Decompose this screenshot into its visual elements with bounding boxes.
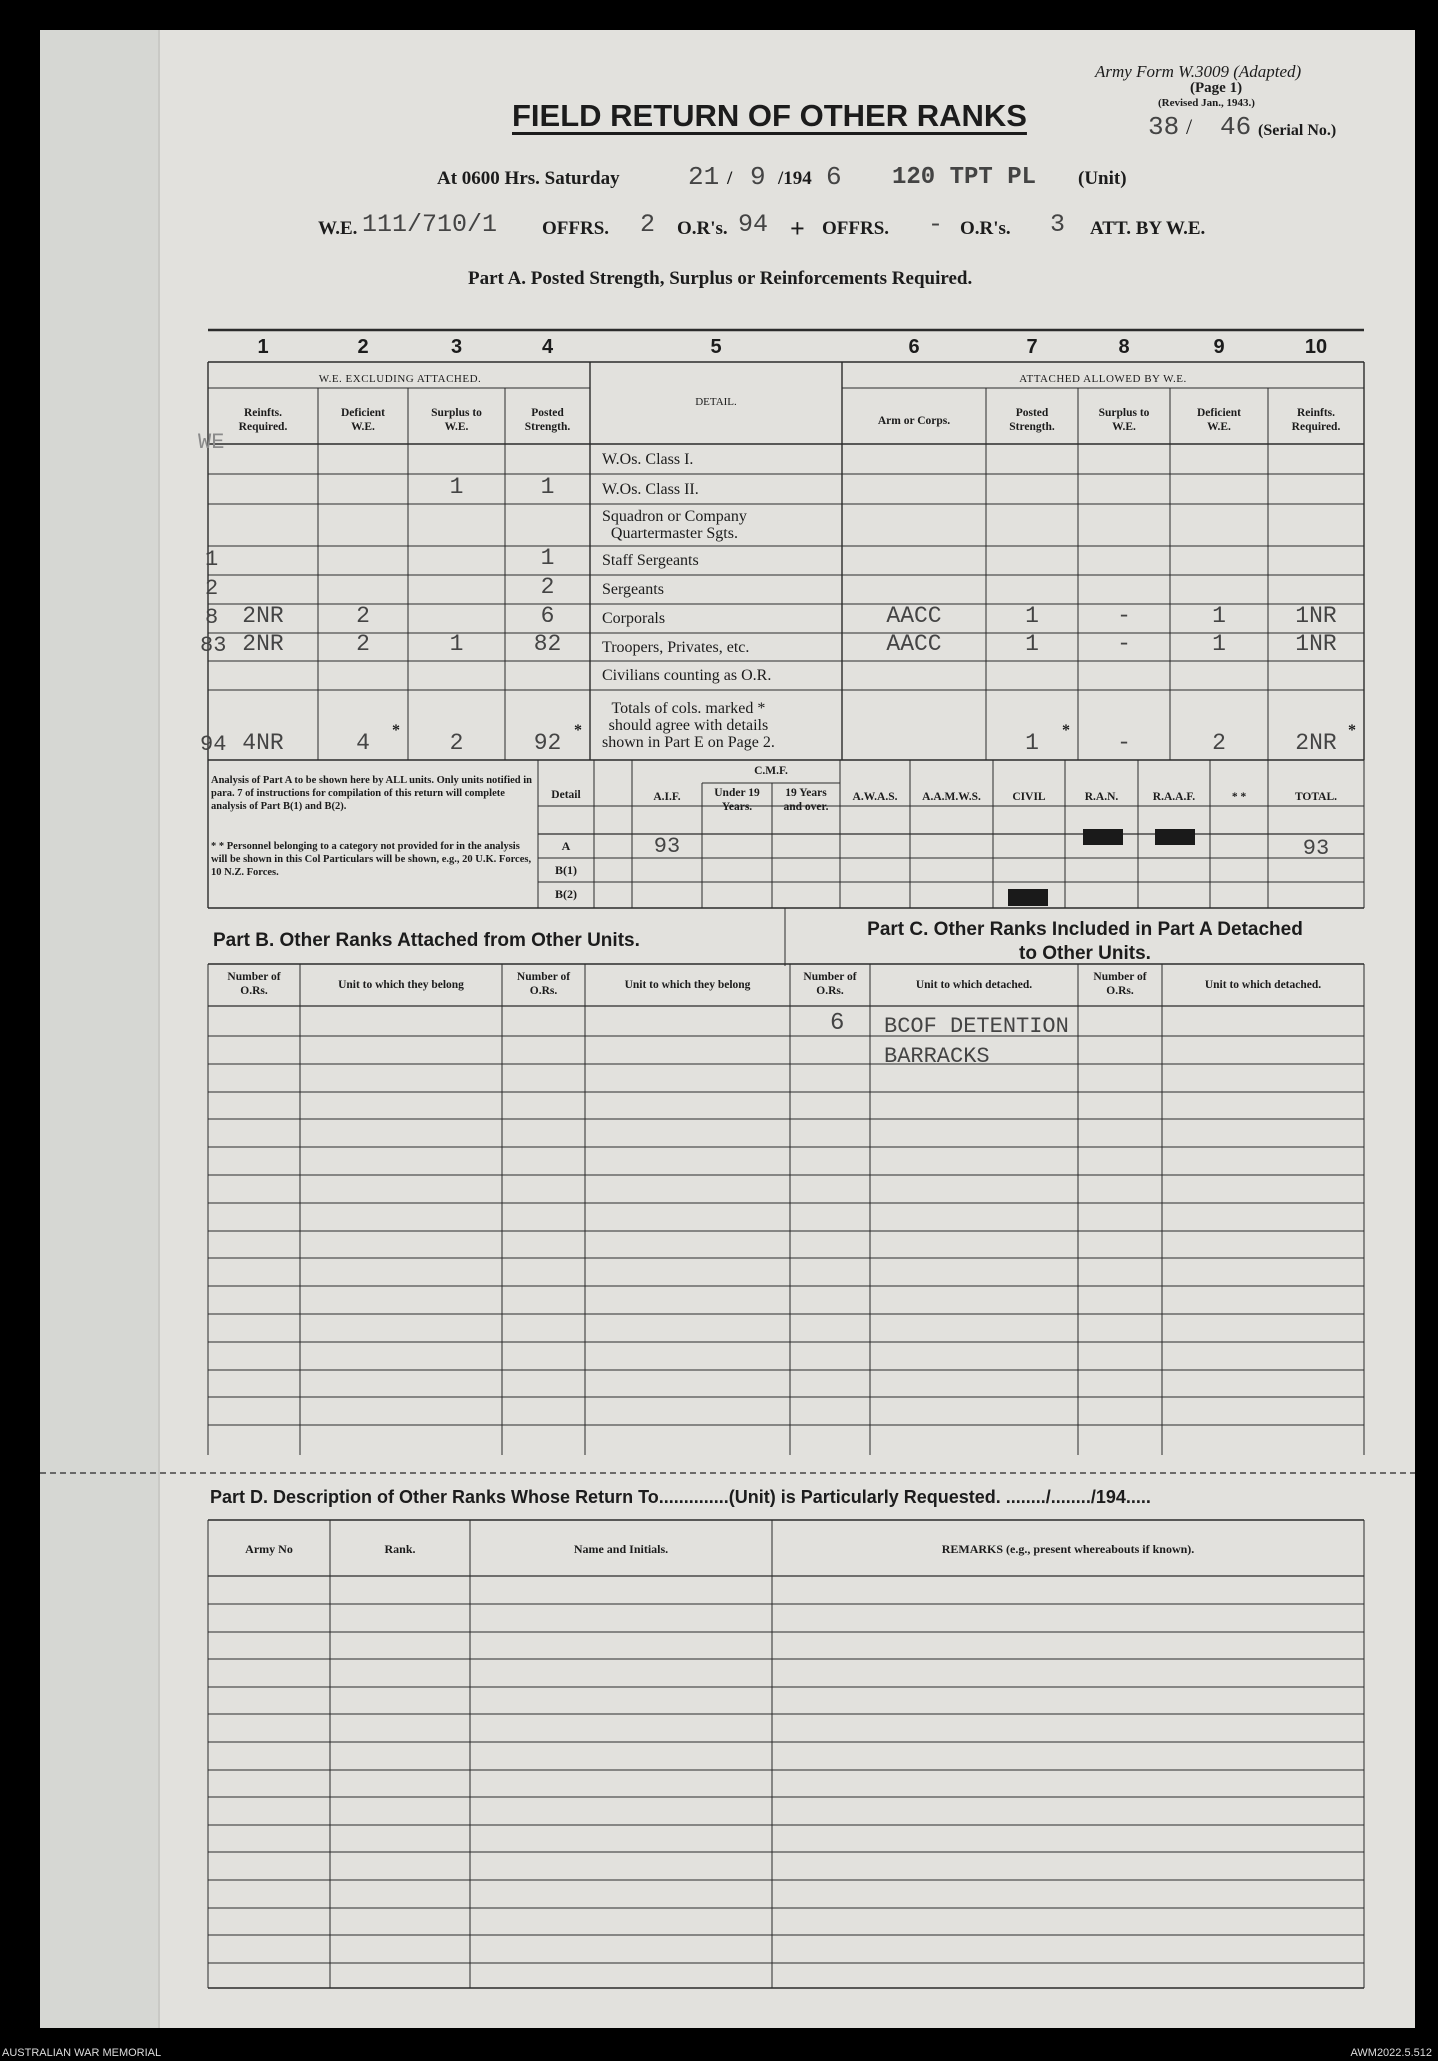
footer-accession: AWM2022.5.512 (1350, 2047, 1432, 2059)
year-prefix: /194 (778, 168, 812, 189)
analysis-total-a: 93 (1302, 836, 1330, 861)
part-a-cell: 4 (356, 730, 370, 756)
part-a-cell: 1 (540, 545, 555, 571)
we-prefix: W.E. (318, 218, 358, 239)
part-a-cell: 1 (1025, 631, 1039, 657)
row-margin-note: 1 (205, 547, 219, 572)
analysis-aif-a: 93 (653, 834, 681, 859)
analysis-header: CIVIL (1012, 791, 1046, 803)
total-star: * (1348, 722, 1356, 739)
column-number: 9 (1213, 336, 1225, 358)
att-label: ATT. BY W.E. (1090, 218, 1206, 239)
ors2-value: 3 (1050, 210, 1066, 239)
row-margin-note: 94 (200, 732, 227, 757)
form-page: (Page 1) (1190, 80, 1243, 96)
analysis-header: * * (1231, 791, 1247, 803)
part-c-column-header: Unit to which detached. (915, 979, 1033, 991)
part-a-column-header: Surplus to W.E. (1098, 407, 1150, 433)
plus-sign: + (790, 214, 805, 243)
total-star: * (1062, 722, 1070, 739)
detail-label: W.Os. Class I. (602, 450, 694, 468)
detail-header: DETAIL. (695, 396, 737, 408)
part-a-cell: 92 (533, 730, 562, 756)
analysis-header: R.A.A.F. (1152, 791, 1196, 803)
detail-label: Sergeants (602, 581, 664, 598)
part-a-cell: 2 (449, 730, 464, 756)
part-a-cell: - (1117, 603, 1131, 629)
analysis-note: Analysis of Part A to be shown here by ALL units. Only units notified in para. 7 of instructions for compilation of this return will complete analysis of Part B(1) and B(2). (211, 775, 532, 812)
part-a-column-header: Posted Strength. (524, 407, 571, 433)
column-number: 5 (710, 336, 722, 358)
part-b-column-header: Number of O.Rs. (516, 971, 571, 997)
part-d-column-header: Rank. (384, 1542, 416, 1556)
part-a-cell: 2 (356, 631, 370, 657)
we-excluding-header: W.E. EXCLUDING ATTACHED. (318, 373, 482, 385)
column-number: 4 (541, 336, 554, 358)
part-a-cell: 2 (356, 603, 370, 629)
analysis-row-label: B(2) (555, 887, 577, 901)
offrs2-value: - (928, 210, 944, 239)
unit-name: 120 TPT PL (892, 164, 1037, 191)
column-number: 7 (1026, 336, 1038, 358)
row-margin-note: 83 (200, 633, 227, 658)
part-a-cell: 1 (1212, 603, 1226, 629)
form-revised: (Revised Jan., 1943.) (1158, 97, 1255, 109)
attached-allowed-header: ATTACHED ALLOWED BY W.E. (1019, 373, 1187, 385)
blacked-out-cell (1083, 829, 1123, 845)
part-a-cell: 6 (540, 603, 555, 629)
analysis-header: Under 19 Years. (714, 787, 760, 813)
date-month: 9 (750, 162, 766, 192)
form-title: FIELD RETURN OF OTHER RANKS (512, 98, 1027, 133)
part-a-column-header: Arm or Corps. (877, 415, 951, 427)
part-a-cell: AACC (886, 631, 942, 657)
part-a-column-header: Posted Strength. (1009, 407, 1055, 433)
part-c-heading: Part C. Other Ranks Included in Part A Detached to Other Units. (867, 919, 1303, 964)
part-a-column-header: Deficient W.E. (340, 407, 386, 433)
detail-label: Totals of cols. marked * should agree with details shown in Part E on Page 2. (602, 699, 775, 751)
part-c-unit-line1: BCOF DETENTION (884, 1014, 1069, 1039)
offrs-label: OFFRS. (542, 218, 610, 239)
part-b-heading: Part B. Other Ranks Attached from Other Units. (213, 930, 640, 951)
part-a-cell: 2NR (242, 603, 284, 629)
row-margin-note: 8 (205, 605, 219, 630)
part-c-number: 6 (830, 1010, 845, 1037)
unit-label: (Unit) (1078, 168, 1127, 189)
part-a-column-header: Reinfts. Required. (1291, 407, 1341, 433)
part-d-column-header: Army No (245, 1542, 293, 1556)
detail-label: Civilians counting as O.R. (602, 667, 772, 684)
part-c-column-header: Unit to which detached. (1204, 979, 1322, 991)
ors-value: 94 (738, 210, 769, 239)
detail-label: Troopers, Privates, etc. (602, 638, 750, 656)
part-a-cell: 1 (449, 631, 464, 657)
part-c-unit-line2: BARRACKS (884, 1044, 990, 1069)
detail-label: Corporals (602, 610, 666, 627)
analysis-header: A.W.A.S. (852, 791, 898, 803)
analysis-header: 19 Years and over. (783, 787, 829, 813)
part-a-column-header: Reinfts. Required. (238, 407, 288, 433)
part-a-cell: 82 (533, 631, 562, 657)
analysis-header: A.I.F. (653, 791, 681, 803)
part-a-cell: 1 (1025, 730, 1039, 756)
part-d-column-header: Name and Initials. (573, 1542, 669, 1556)
column-number: 1 (257, 336, 269, 358)
serial-total: 46 (1220, 112, 1252, 142)
analysis-row-label: A (561, 839, 571, 853)
part-c-column-header: Number of O.Rs. (1093, 971, 1147, 997)
serial-number: 38 (1148, 112, 1180, 142)
part-a-cell: 2 (1212, 730, 1226, 756)
analysis-note-other: * * Personnel belonging to a category not provided for in the analysis will be shown in this Col Particulars will be shown, e.g., 20 U.K. Forces, 10 N.Z. Forces. (211, 841, 532, 878)
part-d-heading: Part D. Description of Other Ranks Whose Return To..............(Unit) is Particularly Requested. ......../......../194..... (210, 1487, 1151, 1507)
part-a-cell: 1 (1212, 631, 1226, 657)
column-number: 2 (357, 336, 369, 358)
part-a-cell: AACC (886, 603, 942, 629)
year-digit: 6 (826, 162, 842, 192)
footer-archive: AUSTRALIAN WAR MEMORIAL (2, 2047, 162, 2059)
blacked-out-cell (1008, 889, 1048, 906)
column-number: 10 (1304, 336, 1328, 358)
total-star: * (392, 722, 400, 739)
ors-label: O.R's. (677, 218, 728, 239)
at-time-label: At 0600 Hrs. Saturday (437, 168, 620, 189)
column-number: 6 (908, 336, 920, 358)
part-a-cell: 2NR (1295, 730, 1337, 756)
offrs-value: 2 (640, 210, 656, 239)
analysis-header: Detail (551, 789, 581, 801)
part-b-column-header: Number of O.Rs. (227, 971, 281, 997)
analysis-header: A.A.M.W.S. (922, 791, 981, 803)
analysis-row-label: B(1) (555, 863, 577, 877)
part-a-cell: 1 (540, 474, 555, 500)
part-a-cell: 1 (1025, 603, 1039, 629)
column-number: 8 (1118, 336, 1130, 358)
part-b-column-header: Unit to which they belong (338, 979, 464, 991)
column-number: 3 (450, 336, 463, 358)
serial-label: (Serial No.) (1258, 122, 1337, 139)
detail-label: Staff Sergeants (602, 552, 699, 569)
part-a-cell: 2 (540, 574, 555, 600)
part-d-column-header: REMARKS (e.g., present whereabouts if known). (941, 1542, 1195, 1556)
part-a-cell: 1NR (1295, 603, 1337, 629)
part-a-column-header: Deficient W.E. (1196, 407, 1242, 433)
we-margin-note: WE (198, 430, 225, 455)
form-number: Army Form W.3009 (Adapted) (1095, 62, 1302, 81)
detail-label: W.Os. Class II. (602, 480, 699, 498)
offrs2-label: OFFRS. (822, 218, 890, 239)
part-b-column-header: Unit to which they belong (624, 979, 751, 991)
part-a-heading: Part A. Posted Strength, Surplus or Reinforcements Required. (468, 268, 973, 289)
total-star: * (574, 722, 582, 739)
ors2-label: O.R's. (960, 218, 1011, 239)
part-a-cell: 1 (449, 474, 464, 500)
analysis-header: TOTAL. (1294, 791, 1338, 803)
part-a-cell: 4NR (242, 730, 284, 756)
part-a-cell: 1NR (1295, 631, 1337, 657)
part-a-cell: - (1117, 631, 1131, 657)
blacked-out-cell (1155, 829, 1195, 845)
part-a-cell: 2NR (242, 631, 284, 657)
analysis-header: C.M.F. (754, 765, 788, 777)
row-margin-note: 2 (205, 576, 219, 601)
detail-label: Squadron or Company Quartermaster Sgts. (602, 508, 747, 542)
date-day: 21 (688, 162, 720, 192)
part-c-column-header: Number of O.Rs. (803, 971, 857, 997)
part-a-cell: - (1117, 730, 1131, 756)
we-value: 111/710/1 (362, 210, 498, 239)
analysis-header: R.A.N. (1084, 791, 1119, 803)
part-a-column-header: Surplus to W.E. (431, 407, 482, 433)
